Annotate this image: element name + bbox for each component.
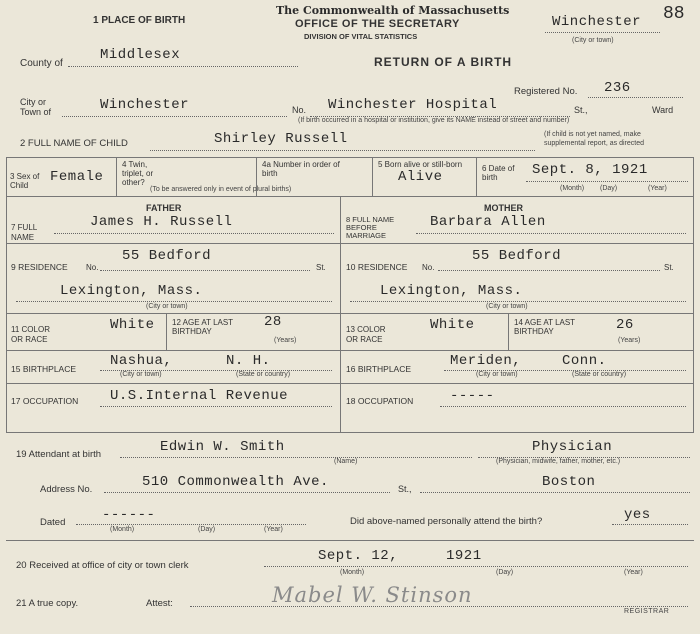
division-heading: DIVISION OF VITAL STATISTICS (304, 32, 418, 41)
received-value: Sept. 12, (318, 548, 399, 564)
received-line (264, 566, 688, 567)
right-border (693, 157, 694, 432)
received-label: 20 Received at office of city or town clerk (16, 560, 189, 571)
mother-residence-line (438, 270, 660, 271)
mother-birthplace-state: Conn. (562, 353, 607, 369)
attendant-name-hint: (Name) (334, 458, 358, 465)
registrar-signature: Mabel W. Stinson (272, 583, 473, 607)
father-residence-label: 9 RESIDENCE (11, 262, 68, 272)
father-color-label: 11 COLOR OR RACE (11, 325, 50, 344)
received-year-hint: (Year) (624, 569, 643, 576)
mother-name-line (416, 233, 686, 234)
attend-line (612, 524, 688, 525)
address-st-label: St., (398, 484, 412, 494)
county-line (68, 66, 298, 67)
father-heading: FATHER (146, 203, 182, 213)
father-residence-st-label: St. (316, 263, 326, 272)
date-divider (476, 157, 477, 196)
color-row-border (6, 350, 694, 351)
hospital-note: (If birth occurred in a hospital or institution, give its NAME instead of street and number) (298, 117, 570, 124)
birthplace-row-border (6, 383, 694, 384)
sex-divider (116, 157, 117, 196)
father-city-hint: (City or town) (146, 303, 188, 310)
father-age-divider (166, 313, 167, 350)
office-heading: OFFICE OF THE SECRETARY (295, 18, 460, 30)
registered-label: Registered No. (514, 86, 578, 97)
true-copy-label: 21 A true copy. (16, 598, 79, 609)
return-title: RETURN OF A BIRTH (374, 55, 513, 69)
mother-color-value: White (430, 317, 475, 333)
address-city-value: Boston (542, 474, 596, 490)
mother-occupation-label: 18 OCCUPATION (346, 396, 414, 406)
registrar-label: REGISTRAR (624, 608, 670, 615)
dob-month-hint: (Month) (560, 185, 585, 192)
father-age-value: 28 (264, 314, 282, 330)
father-name-value: James H. Russell (90, 214, 233, 230)
father-birthplace-state: N. H. (226, 353, 271, 369)
received-day-hint: (Day) (496, 569, 514, 576)
father-city-line (16, 301, 332, 302)
mother-age-value: 26 (616, 317, 634, 333)
father-birthplace-state-hint: (State or country) (236, 371, 291, 378)
mother-years-hint: (Years) (618, 337, 641, 344)
place-of-birth-label: 1 PLACE OF BIRTH (93, 15, 186, 26)
dated-value: ------ (102, 507, 156, 523)
county-value: Middlesex (100, 47, 181, 63)
address-value: 510 Commonwealth Ave. (142, 474, 329, 490)
place-city-value: Winchester (552, 14, 642, 30)
father-birthplace-label: 15 BIRTHPLACE (11, 364, 77, 374)
attendant-role-value: Physician (532, 439, 613, 455)
mother-residence-street: 55 Bedford (472, 248, 562, 264)
twin-label: 4 Twin, triplet, or other? (122, 160, 154, 187)
mother-birthplace-city-hint: (City or town) (476, 371, 518, 378)
supplemental-note-1: (If child is not yet named, make (544, 131, 641, 138)
mother-occupation-line (440, 406, 686, 407)
mother-birthplace-state-hint: (State or country) (572, 371, 627, 378)
born-value: Alive (398, 169, 443, 185)
born-label: 5 Born alive or still-born (378, 160, 463, 169)
city-or-town-value: Winchester (100, 97, 190, 113)
mother-birthplace-label: 16 BIRTHPLACE (346, 364, 412, 374)
mother-color-label: 13 COLOR OR RACE (346, 325, 386, 344)
page-number: 88 (663, 4, 685, 24)
dob-day-hint: (Day) (600, 185, 618, 192)
occupation-row-border (6, 432, 694, 433)
father-name-line (54, 233, 334, 234)
row-sex-bottom-border (6, 196, 694, 197)
father-color-value: White (110, 317, 155, 333)
mother-name-label: 8 FULL NAME BEFORE MARRIAGE (346, 215, 395, 240)
father-birthplace-city-hint: (City or town) (120, 371, 162, 378)
commonwealth-heading: The Commonwealth of Massachusetts (276, 4, 510, 17)
place-city-hint: (City or town) (572, 37, 614, 44)
dated-month-hint: (Month) (110, 526, 135, 533)
child-name-label: 2 FULL NAME OF CHILD (20, 138, 128, 149)
mother-city-hint: (City or town) (486, 303, 528, 310)
left-border (6, 157, 7, 432)
attest-label: Attest: (146, 598, 173, 609)
date-of-birth-value: Sept. 8, 1921 (532, 162, 648, 178)
place-city-line (545, 32, 660, 33)
attendant-name-value: Edwin W. Smith (160, 439, 285, 455)
mother-city-line (350, 301, 686, 302)
number-order-label: 4a Number in order of birth (262, 160, 340, 178)
sex-label: 3 Sex of Child (10, 172, 40, 190)
residence-row-border (6, 313, 694, 314)
father-residence-city: Lexington, Mass. (60, 283, 203, 299)
mother-occupation-value: ----- (450, 388, 495, 404)
city-or-label: City or (20, 97, 47, 107)
name-row-border (6, 243, 694, 244)
registered-line (588, 97, 683, 98)
parents-divider (340, 196, 341, 432)
received-year: 1921 (446, 548, 482, 564)
attend-value: yes (624, 507, 651, 523)
father-name-label: 7 FULL NAME (11, 223, 37, 242)
attendant-name-line (120, 457, 472, 458)
attest-line (190, 606, 688, 607)
hospital-no-label: No. (292, 105, 307, 115)
county-label: County of (20, 58, 63, 69)
father-birthplace-city: Nashua, (110, 353, 173, 369)
attendant-row-border (6, 540, 694, 541)
father-residence-line (100, 270, 310, 271)
dated-label: Dated (40, 517, 66, 528)
dated-day-hint: (Day) (198, 526, 216, 533)
ward-label: Ward (652, 105, 674, 115)
plural-note: (To be answered only in event of plural births) (150, 186, 292, 193)
supplemental-note-2: supplemental report, as directed (544, 140, 644, 147)
dob-year-hint: (Year) (648, 185, 667, 192)
hospital-value: Winchester Hospital (328, 97, 498, 113)
received-month-hint: (Month) (340, 569, 365, 576)
father-residence-street: 55 Bedford (122, 248, 212, 264)
mother-residence-st-label: St. (664, 263, 674, 272)
registered-value: 236 (604, 80, 631, 96)
mother-heading: MOTHER (484, 203, 523, 213)
row-sex-top-border (6, 157, 694, 158)
mother-residence-city: Lexington, Mass. (380, 283, 523, 299)
mother-name-value: Barbara Allen (430, 214, 546, 230)
sex-value: Female (50, 169, 104, 185)
address-city-line (420, 492, 690, 493)
attendant-label: 19 Attendant at birth (16, 449, 102, 460)
attendant-role-hint: (Physician, midwife, father, mother, etc.) (496, 458, 621, 465)
mother-age-label: 14 AGE AT LAST BIRTHDAY (514, 318, 575, 336)
father-occupation-value: U.S.Internal Revenue (110, 388, 289, 404)
dated-line (76, 524, 306, 525)
town-of-label: Town of (20, 107, 52, 117)
mother-residence-no-label: No. (422, 263, 435, 272)
date-of-birth-label: 6 Date of birth (482, 164, 515, 182)
address-label: Address No. (40, 484, 93, 495)
mother-residence-label: 10 RESIDENCE (346, 262, 408, 272)
attend-question: Did above-named personally attend the birth? (350, 516, 543, 527)
child-name-value: Shirley Russell (214, 131, 348, 147)
mother-birthplace-city: Meriden, (450, 353, 522, 369)
date-of-birth-line (526, 181, 688, 182)
father-residence-no-label: No. (86, 263, 99, 272)
child-name-line (150, 150, 535, 151)
father-occupation-line (100, 406, 332, 407)
hospital-st-label: St., (574, 105, 588, 115)
address-line (104, 492, 390, 493)
father-age-label: 12 AGE AT LAST BIRTHDAY (172, 318, 233, 336)
father-years-hint: (Years) (274, 337, 297, 344)
born-divider (372, 157, 373, 196)
mother-age-divider (508, 313, 509, 350)
dated-year-hint: (Year) (264, 526, 283, 533)
father-occupation-label: 17 OCCUPATION (11, 396, 79, 406)
city-or-town-line (62, 116, 287, 117)
